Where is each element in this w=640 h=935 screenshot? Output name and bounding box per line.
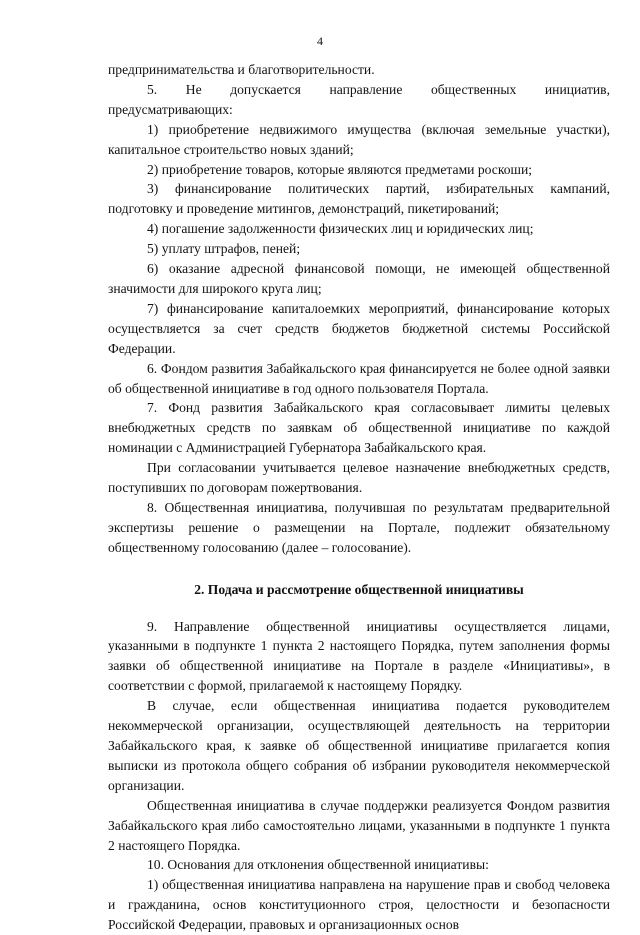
paragraph: 9. Направление общественной инициативы осуществляется лицами, указанными в подпункте 1 пункта 2 настоящего Порядка, путем заполнения формы заявки об общественной инициативе на Портале в разделе «Инициативы», в соответствии с формой, прилагаемой к настоящему Порядку.: [108, 618, 610, 694]
list-item: 2) приобретение товаров, которые являются предметами роскоши;: [147, 161, 533, 177]
paragraph: 5. Не допускается направление общественных инициатив, предусматривающих:: [108, 81, 610, 117]
list-item: 4) погашение задолженности физических лиц и юридических лиц;: [147, 221, 534, 237]
paragraph: предпринимательства и благотворительности.: [108, 62, 375, 77]
paragraph: Общественная инициатива в случае поддержки реализуется Фондом развития Забайкальского края либо самостоятельно лицами, указанными в подпункте 1 пункта 2 настоящего Порядка.: [108, 797, 610, 853]
list-item: 7) финансирование капиталоемких мероприятий, финансирование которых осуществляется за счет средств бюджетов бюджетной системы Российской Федерации.: [108, 300, 610, 356]
list-item: 1) общественная инициатива направлена на нарушение прав и свобод человека и гражданина, основ конституционного строя, целостности и безопасности Российской Федерации, правовых и организационных основ: [108, 877, 610, 933]
list-item: 3) финансирование политических партий, избирательных кампаний, подготовку и проведение митингов, демонстраций, пикетирований;: [108, 181, 610, 217]
paragraph: 10. Основания для отклонения общественной инициативы:: [147, 857, 489, 873]
paragraph: 6. Фондом развития Забайкальского края финансируется не более одной заявки об общественной инициативе в год одного пользователя Портала.: [108, 360, 610, 396]
document-body: [108, 60, 610, 935]
list-item: 1) приобретение недвижимого имущества (включая земельные участки), капитальное строительство новых зданий;: [108, 121, 610, 157]
paragraph: В случае, если общественная инициатива подается руководителем некоммерческой организации, осуществляющей деятельность на территории Забайкальского края, к заявке об общественной инициативе прилагается копия выписки из протокола общего собрания об избрании руководителя некоммерческой организации.: [108, 698, 610, 793]
paragraph: При согласовании учитывается целевое назначение внебюджетных средств, поступивших по договорам пожертвования.: [108, 460, 610, 496]
list-item: 5) уплату штрафов, пеней;: [147, 241, 301, 257]
page-number: 4: [317, 34, 323, 48]
section-heading: 2. Подача и рассмотрение общественной инициативы: [194, 581, 524, 597]
paragraph: 8. Общественная инициатива, получившая по результатам предварительной экспертизы решение о размещении на Портале, подлежит обязательному общественному голосованию (далее – голосование).: [108, 499, 610, 555]
paragraph: 7. Фонд развития Забайкальского края согласовывает лимиты целевых внебюджетных средств по заявкам об общественной инициативе по каждой номинации с Администрацией Губернатора Забайкальского края.: [108, 400, 610, 456]
list-item: 6) оказание адресной финансовой помощи, не имеющей общественной значимости для широкого круга лиц;: [108, 261, 610, 296]
